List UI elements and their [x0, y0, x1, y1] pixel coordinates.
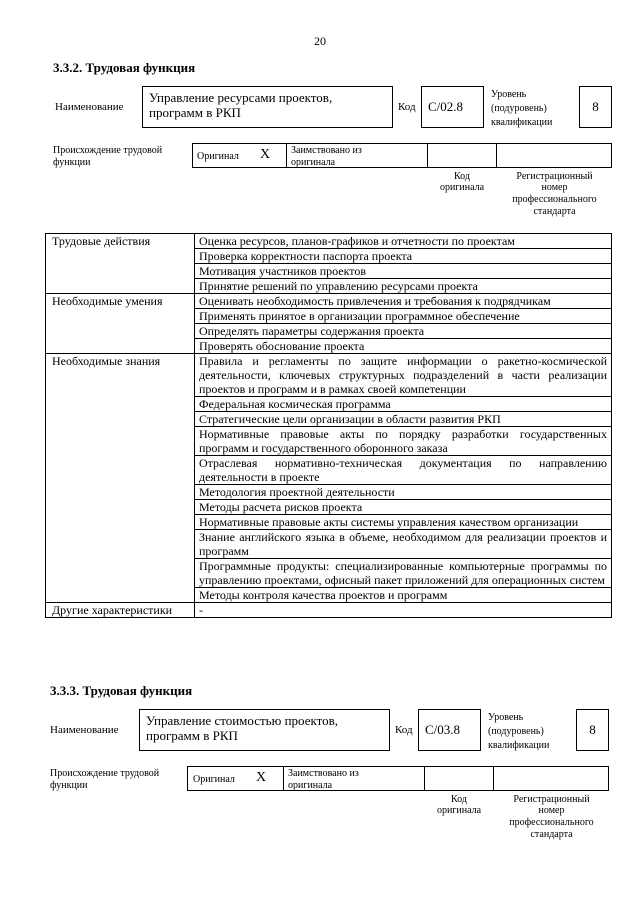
name-value-line2: программ в РКП — [146, 728, 238, 743]
labor-action-item: Оценка ресурсов, планов-графиков и отчетности по проектам — [195, 234, 612, 249]
other-label: Другие характеристики — [46, 603, 195, 618]
original-mark: X — [260, 147, 271, 162]
reg-1: Регистрационный — [516, 171, 593, 182]
knowledge-item: Знание английского языка в объеме, необходимом для реализации проектов и программ — [195, 530, 612, 559]
code-value: С/02.8 — [428, 99, 464, 114]
section-heading: 3.3.3. Трудовая функция — [50, 683, 193, 698]
code-original-2: оригинала — [439, 182, 485, 193]
labor-actions-label: Трудовые действия — [46, 234, 195, 294]
labor-action-item: Мотивация участников проектов — [195, 264, 612, 279]
level-value-box — [576, 709, 609, 751]
labor-action-item: Принятие решений по управлению ресурсами проекта — [195, 279, 612, 294]
origin-row — [187, 766, 609, 791]
original-mark: X — [256, 770, 267, 785]
divider — [424, 766, 425, 791]
borrowed-label-2: оригинала — [291, 157, 336, 168]
origin-label-2: функции — [50, 780, 88, 791]
level-label-3: квалификации — [488, 740, 550, 751]
competency-table — [45, 233, 612, 618]
reg-1: Регистрационный — [513, 794, 590, 805]
reg-2: номер — [538, 805, 565, 816]
reg-2: номер — [541, 182, 568, 193]
level-label-1: Уровень — [488, 712, 524, 723]
table-row — [46, 354, 612, 397]
origin-row — [192, 143, 612, 168]
knowledge-item: Отраслевая нормативно-техническая документация по направлению деятельности в проекте — [195, 456, 612, 485]
knowledge-item: Стратегические цели организации в области развития РКП — [195, 412, 612, 427]
other-value: - — [195, 603, 612, 618]
code-value: С/03.8 — [425, 722, 461, 737]
section-heading: 3.3.2. Трудовая функция — [53, 60, 196, 75]
skill-item: Проверять обоснование проекта — [195, 339, 612, 354]
knowledge-label: Необходимые знания — [46, 354, 195, 603]
reg-3: профессионального — [509, 817, 594, 828]
origin-label-2: функции — [53, 157, 91, 168]
code-label: Код — [395, 724, 413, 736]
knowledge-item: Федеральная космическая программа — [195, 397, 612, 412]
reg-3: профессионального — [512, 194, 597, 205]
code-label: Код — [398, 101, 416, 113]
level-label-3: квалификации — [491, 117, 553, 128]
code-value-box — [418, 709, 481, 751]
skill-item: Применять принятое в организации программное обеспечение — [195, 309, 612, 324]
name-value-line1: Управление ресурсами проектов, — [149, 90, 333, 105]
level-label-2: (подуровень) — [491, 103, 547, 114]
knowledge-item: Методология проектной деятельности — [195, 485, 612, 500]
reg-4: стандарта — [533, 206, 576, 217]
name-value-line2: программ в РКП — [149, 105, 241, 120]
level-label-2: (подуровень) — [488, 726, 544, 737]
name-value-box — [139, 709, 390, 751]
level-value: 8 — [592, 99, 599, 114]
skills-label: Необходимые умения — [46, 294, 195, 354]
divider — [286, 143, 287, 168]
divider — [283, 766, 284, 791]
divider — [496, 143, 497, 168]
knowledge-item: Программные продукты: специализированные компьютерные программы по управлению проектами, офисный пакет приложений для операционных систем — [195, 559, 612, 588]
skill-item: Определять параметры содержания проекта — [195, 324, 612, 339]
table-row — [46, 234, 612, 249]
table-row — [46, 294, 612, 309]
borrowed-label-1: Заимствовано из — [291, 145, 362, 156]
code-original-2: оригинала — [436, 805, 482, 816]
skill-item: Оценивать необходимость привлечения и требования к подрядчикам — [195, 294, 612, 309]
original-label: Оригинал — [197, 151, 239, 162]
knowledge-item: Нормативные правовые акты по порядку разработки государственных программ и государственного оборонного заказа — [195, 427, 612, 456]
code-original-1: Код — [454, 171, 470, 182]
knowledge-item: Нормативные правовые акты системы управления качеством организации — [195, 515, 612, 530]
divider — [427, 143, 428, 168]
level-value-box — [579, 86, 612, 128]
page-number: 20 — [314, 34, 326, 48]
labor-action-item: Проверка корректности паспорта проекта — [195, 249, 612, 264]
level-label-1: Уровень — [491, 89, 527, 100]
divider — [493, 766, 494, 791]
name-value-box — [142, 86, 393, 128]
name-label: Наименование — [55, 101, 124, 113]
reg-4: стандарта — [530, 829, 573, 840]
name-label: Наименование — [50, 724, 119, 736]
table-row — [46, 603, 612, 618]
origin-label-1: Происхождение трудовой — [50, 768, 160, 779]
original-label: Оригинал — [193, 774, 235, 785]
knowledge-item: Правила и регламенты по защите информации о ракетно-космической деятельности, ключевых структурных подразделений в части реализации проектов и программ и в рамках своей компетенции — [195, 354, 612, 397]
level-value: 8 — [589, 722, 596, 737]
code-value-box — [421, 86, 484, 128]
knowledge-item: Методы расчета рисков проекта — [195, 500, 612, 515]
code-original-1: Код — [451, 794, 467, 805]
origin-label-1: Происхождение трудовой — [53, 145, 163, 156]
name-value-line1: Управление стоимостью проектов, — [146, 713, 339, 728]
borrowed-label-1: Заимствовано из — [288, 768, 359, 779]
borrowed-label-2: оригинала — [288, 780, 333, 791]
knowledge-item: Методы контроля качества проектов и программ — [195, 588, 612, 603]
